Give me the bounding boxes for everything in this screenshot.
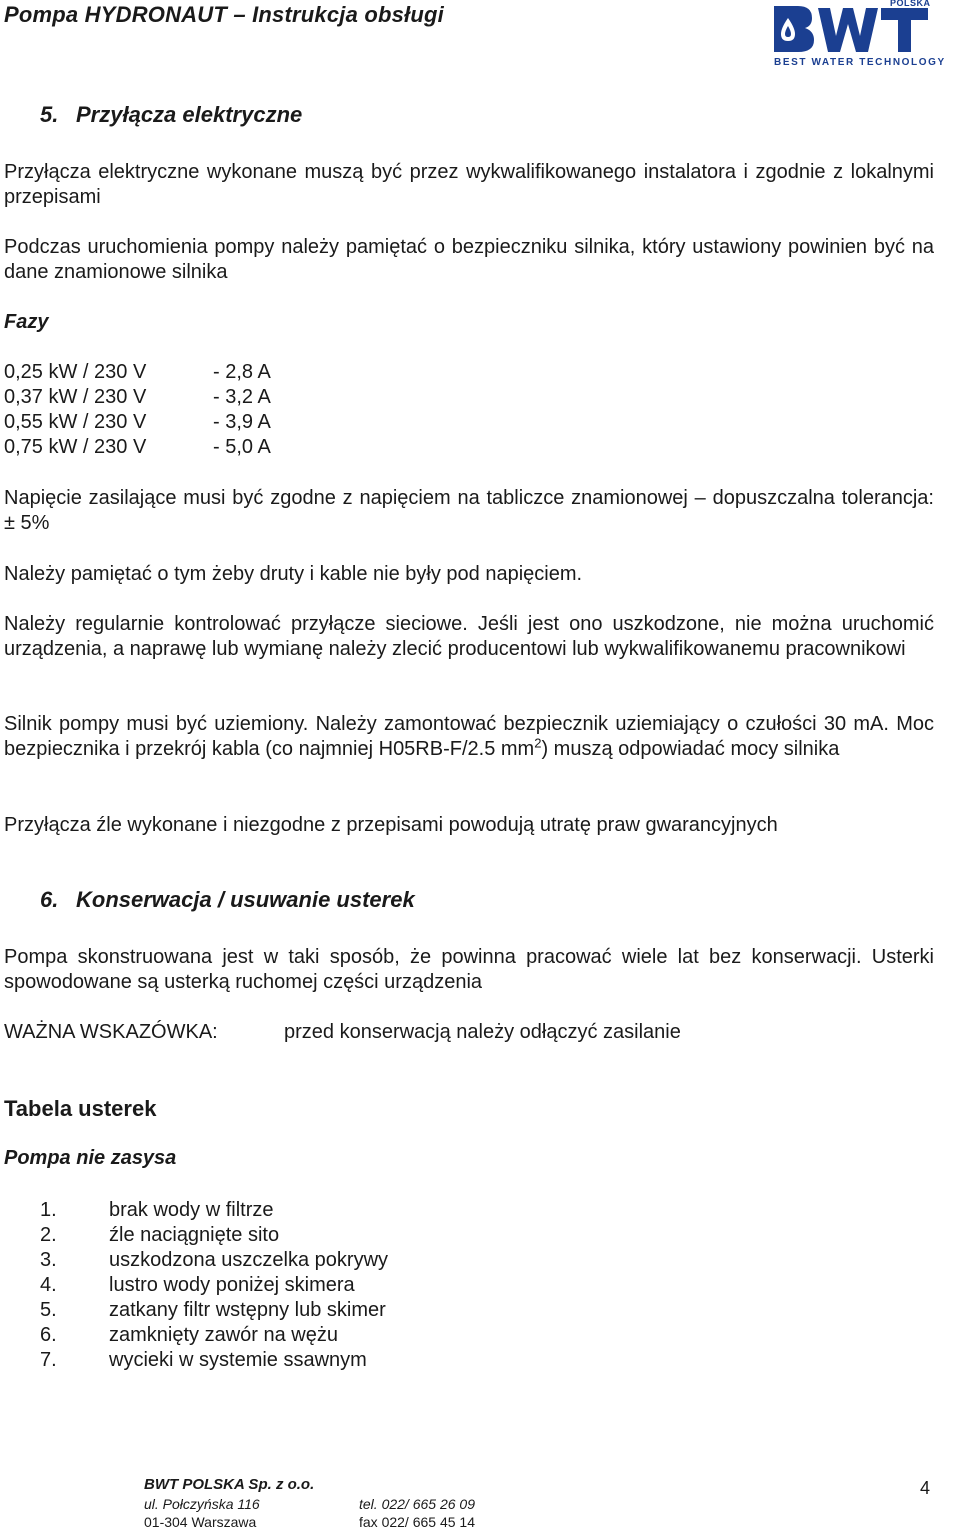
section-title: Konserwacja / usuwanie usterek — [76, 887, 415, 912]
section-number: 5. — [40, 102, 59, 127]
footer-tel: tel. 022/ 665 26 09 — [359, 1496, 475, 1512]
footer-contact — [359, 1495, 475, 1531]
logo-tagline: BEST WATER TECHNOLOGY — [774, 57, 946, 68]
paragraph: Napięcie zasilające musi być zgodne z napięciem na tabliczce znamionowej – dopuszczalna tolerancja: ± 5% — [4, 487, 934, 534]
paragraph: Przyłącza elektryczne wykonane muszą być przez wykwalifikowanego instalatora i zgodnie z lokalnymi przepisami — [4, 161, 934, 208]
list-text: wycieki w systemie ssawnym — [109, 1349, 367, 1371]
list-text: zamknięty zawór na wężu — [109, 1324, 338, 1346]
fault-list — [40, 1198, 388, 1373]
phase-power: 0,25 kW / 230 V — [4, 361, 147, 383]
phase-power: 0,37 kW / 230 V — [4, 386, 147, 408]
list-number: 7. — [40, 1349, 57, 1371]
section-title: Przyłącza elektryczne — [76, 102, 303, 127]
list-number: 1. — [40, 1199, 57, 1221]
paragraph: Pompa skonstruowana jest w taki sposób, że powinna pracować wiele lat bez konserwacji. Usterki spowodowane są usterką ruchomej części urządzenia — [4, 946, 934, 993]
paragraph: Należy pamiętać o tym żeby druty i kable nie były pod napięciem. — [4, 563, 583, 585]
list-item — [40, 1348, 388, 1373]
paragraph: Należy regularnie kontrolować przyłącze sieciowe. Jeśli jest ono uszkodzone, nie można uruchomić urządzenia, a naprawę lub wymianę należy zlecić producentowi lub wykwalifikowanemu pracownikowi — [4, 613, 934, 660]
list-item — [40, 1198, 388, 1223]
phase-current: - 5,0 A — [213, 436, 271, 458]
fault-table-title: Tabela usterek — [4, 1096, 157, 1121]
bwt-logo-mark — [768, 0, 960, 58]
list-item — [40, 1298, 388, 1323]
fault-group-title: Pompa nie zasysa — [4, 1147, 177, 1169]
paragraph: Podczas uruchomienia pompy należy pamiętać o bezpieczniku silnika, który ustawiony powinien być na dane znamionowe silnika — [4, 236, 934, 283]
important-note-text: przed konserwacją należy odłączyć zasilanie — [284, 1021, 681, 1043]
list-text: źle naciągnięte sito — [109, 1224, 280, 1246]
phase-current-column — [213, 360, 271, 460]
footer-street: ul. Połczyńska 116 — [144, 1496, 260, 1512]
list-item — [40, 1273, 388, 1298]
section-6-heading — [40, 887, 415, 913]
phase-power-column — [4, 360, 146, 460]
paragraph: Przyłącza źle wykonane i niezgodne z przepisami powodują utratę praw gwarancyjnych — [4, 814, 778, 836]
paragraph-text: ) muszą odpowiadać mocy silnika — [541, 738, 840, 760]
phase-power: 0,75 kW / 230 V — [4, 436, 147, 458]
footer-fax: fax 022/ 665 45 14 — [359, 1514, 475, 1530]
list-item — [40, 1223, 388, 1248]
important-note-label: WAŻNA WSKAZÓWKA: — [4, 1021, 218, 1043]
phase-current: - 3,9 A — [213, 411, 271, 433]
list-number: 6. — [40, 1324, 57, 1346]
list-number: 5. — [40, 1299, 57, 1321]
list-number: 4. — [40, 1274, 57, 1296]
document-title: Pompa HYDRONAUT – Instrukcja obsługi — [4, 2, 444, 27]
section-5-heading — [40, 102, 302, 128]
phase-current: - 3,2 A — [213, 386, 271, 408]
list-text: brak wody w filtrze — [109, 1199, 274, 1221]
bwt-logo — [768, 0, 960, 72]
footer-address — [144, 1495, 260, 1531]
paragraph-text: Silnik pompy musi być uziemiony. Należy zamontować bezpiecznik uziemiający o czułości 30 mA. Moc bezpiecznika i przekrój kabla (co najmniej H05RB-F/2.5 mm — [4, 713, 934, 760]
superscript: 2 — [534, 735, 542, 751]
logo-country: POLSKA — [890, 0, 931, 8]
phase-current: - 2,8 A — [213, 361, 271, 383]
list-number: 3. — [40, 1249, 57, 1271]
list-number: 2. — [40, 1224, 57, 1246]
paragraph — [4, 712, 934, 762]
list-text: lustro wody poniżej skimera — [109, 1274, 355, 1296]
footer-company: BWT POLSKA Sp. z o.o. — [144, 1476, 315, 1493]
list-text: uszkodzona uszczelka pokrywy — [109, 1249, 389, 1271]
list-item — [40, 1248, 388, 1273]
phases-label: Fazy — [4, 311, 49, 333]
footer-city: 01-304 Warszawa — [144, 1514, 257, 1530]
list-item — [40, 1323, 388, 1348]
page-number: 4 — [920, 1478, 931, 1498]
phase-power: 0,55 kW / 230 V — [4, 411, 147, 433]
list-text: zatkany filtr wstępny lub skimer — [109, 1299, 386, 1321]
section-number: 6. — [40, 887, 59, 912]
